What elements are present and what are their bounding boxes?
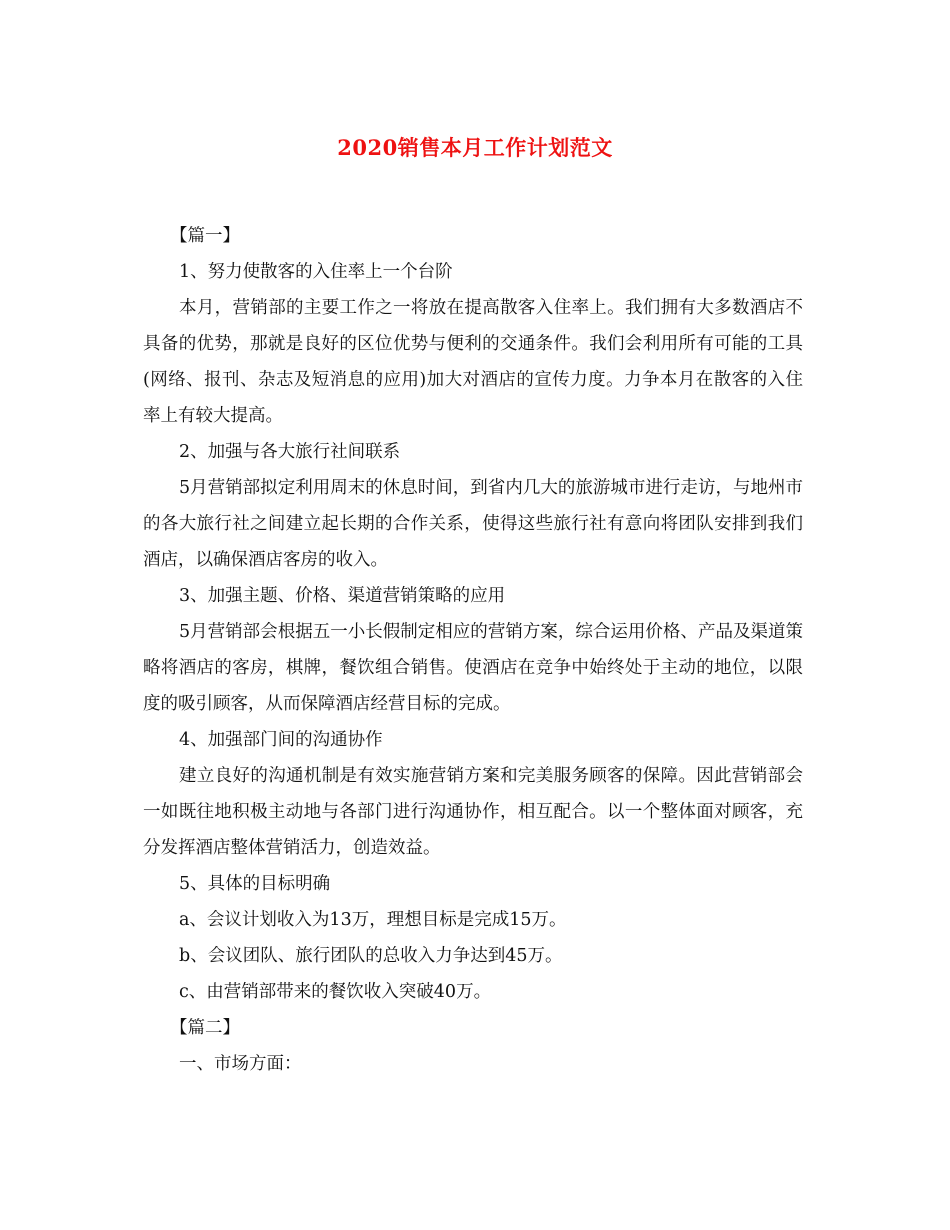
document-title: 2020销售本月工作计划范文 [337, 135, 613, 160]
goal-item-a: a、会议计划收入为13万，理想目标是完成15万。 [179, 910, 567, 930]
document-body [143, 218, 803, 1082]
paragraph-3: 5月营销部会根据五一小长假制定相应的营销方案，综合运用价格、产品及渠道策略将酒店的客房，棋牌，餐饮组合销售。使酒店在竞争中始终处于主动的地位，以限度的吸引顾客，从而保障酒店经营目标的完成。 [143, 622, 803, 714]
section-label-part2: 【篇二】 [170, 1018, 240, 1038]
heading-part2-1: 一、市场方面： [179, 1054, 302, 1074]
paragraph-4: 建立良好的沟通机制是有效实施营销方案和完美服务顾客的保障。因此营销部会一如既往地积极主动地与各部门进行沟通协作，相互配合。以一个整体面对顾客，充分发挥酒店整体营销活力，创造效益。 [143, 766, 803, 858]
paragraph-2: 5月营销部拟定利用周末的休息时间，到省内几大的旅游城市进行走访，与地州市的各大旅行社之间建立起长期的合作关系，使得这些旅行社有意向将团队安排到我们酒店，以确保酒店客房的收入。 [143, 478, 803, 570]
heading-3: 3、加强主题、价格、渠道营销策略的应用 [179, 586, 506, 606]
section-label-part1: 【篇一】 [170, 226, 240, 246]
goal-item-c: c、由营销部带来的餐饮收入突破40万。 [179, 982, 492, 1002]
heading-5: 5、具体的目标明确 [179, 874, 331, 894]
heading-2: 2、加强与各大旅行社间联系 [179, 442, 401, 462]
heading-1: 1、努力使散客的入住率上一个台阶 [179, 262, 453, 282]
heading-4: 4、加强部门间的沟通协作 [179, 730, 383, 750]
paragraph-1: 本月，营销部的主要工作之一将放在提高散客入住率上。我们拥有大多数酒店不具备的优势，那就是良好的区位优势与便利的交通条件。我们会利用所有可能的工具(网络、报刊、杂志及短消息的应用)加大对酒店的宣传力度。力争本月在散客的入住率上有较大提高。 [143, 298, 803, 426]
goal-item-b: b、会议团队、旅行团队的总收入力争达到45万。 [179, 946, 563, 966]
